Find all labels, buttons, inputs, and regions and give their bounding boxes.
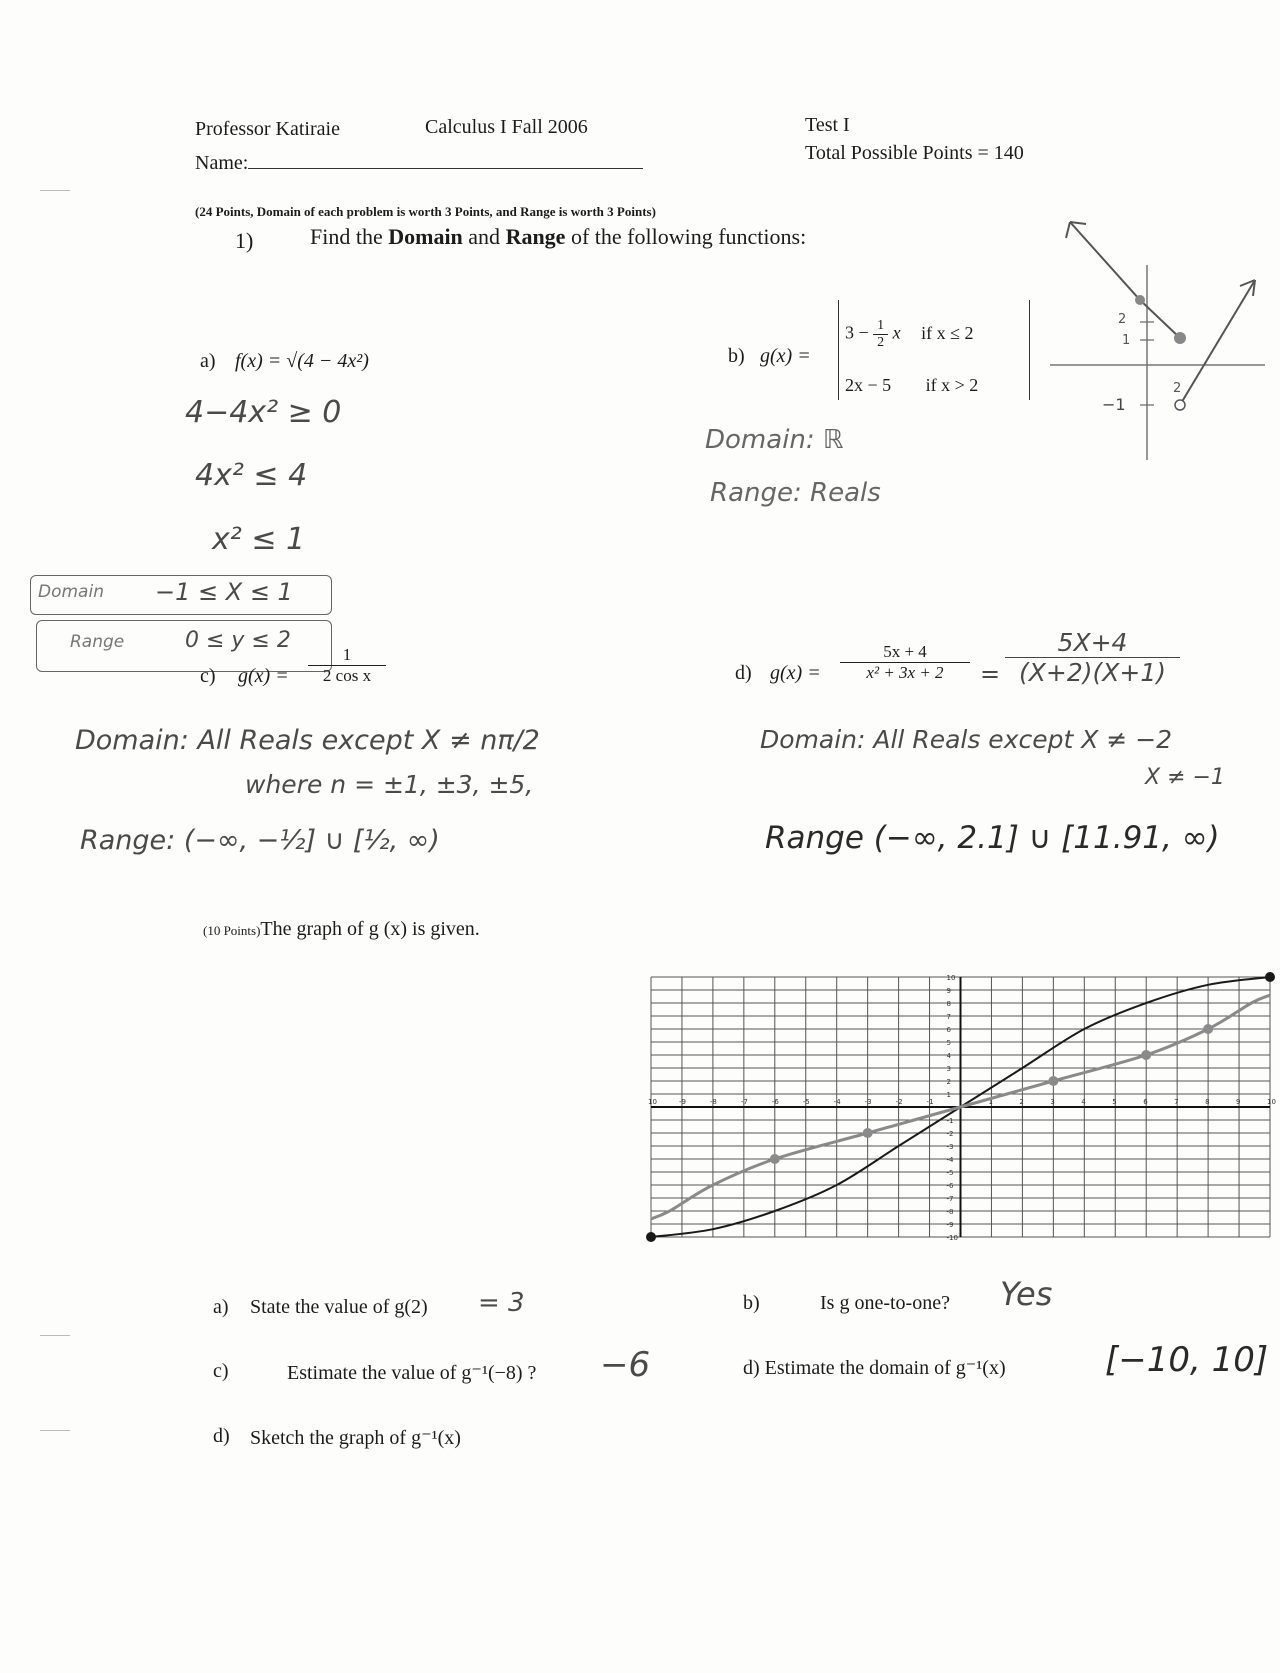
problem2-prompt: [203, 918, 480, 941]
x-tick-label: -3: [864, 1098, 872, 1106]
question-b-label: b): [743, 1292, 760, 1314]
y-tick-label: -1: [946, 1117, 954, 1125]
x-tick-label: 6: [1143, 1098, 1148, 1106]
problem-c-den: 2 cos x: [322, 666, 372, 685]
sketch-label-1: 1: [1122, 333, 1131, 348]
instruction-range: Range: [505, 224, 566, 249]
question-a-answer: = 3: [478, 1288, 525, 1318]
y-tick-label: 6: [946, 1026, 951, 1034]
x-tick-label: 7: [1174, 1098, 1179, 1106]
piece-1-const: 3 −: [845, 322, 869, 343]
problem-d-label: d): [735, 662, 752, 684]
problem1-points-note: (24 Points, Domain of each problem is worth 3 Points, and Range is worth 3 Points): [195, 204, 656, 219]
question-d2-label: d): [213, 1425, 230, 1447]
y-tick-label: 1: [946, 1091, 951, 1099]
x-tick-label: 1: [988, 1098, 993, 1106]
x-tick-label: -5: [802, 1098, 810, 1106]
sketch-point-closed: [1174, 332, 1186, 344]
x-tick-label: -9: [678, 1098, 686, 1106]
problem-b-sketch: [1040, 210, 1270, 470]
y-tick-label: -6: [946, 1182, 954, 1190]
y-tick-label: 10: [946, 974, 956, 982]
professor-name: Professor Katiraie: [195, 118, 340, 140]
y-tick-label: -7: [946, 1195, 954, 1203]
y-tick-label: 4: [946, 1052, 951, 1060]
y-tick-label: -4: [946, 1156, 954, 1164]
problem-c-function-lhs: g(x) =: [238, 665, 289, 687]
instruction-pre: Find the: [310, 224, 389, 249]
sketch-label-2: 2: [1118, 312, 1127, 327]
piece-1: [845, 318, 974, 351]
y-tick-label: 9: [946, 987, 951, 995]
problem-d-factored-den: (X+2)(X+1): [1019, 658, 1166, 687]
x-tick-label: 3: [1050, 1098, 1055, 1106]
x-tick-label: -7: [740, 1098, 748, 1106]
instruction-domain: Domain: [388, 224, 463, 249]
sketch-label-x2: 2: [1173, 381, 1182, 396]
problem-c-range: Range: (−∞, −½] ∪ [½, ∞): [80, 825, 440, 856]
y-tick-label: -3: [946, 1143, 954, 1151]
question-a-label: a): [213, 1296, 229, 1318]
x-tick-label: 8: [1205, 1098, 1210, 1106]
g-inverse-data-point: [770, 1154, 780, 1164]
y-tick-label: -8: [946, 1208, 954, 1216]
problem-b-range: Range: Reals: [710, 478, 881, 508]
y-tick-label: 2: [946, 1078, 951, 1086]
problem-a-work-3: x² ≤ 1: [212, 522, 306, 557]
g-data-point: [646, 1232, 656, 1242]
problem1-instruction: [310, 224, 806, 250]
problem-c-label: c): [200, 665, 216, 687]
sketch-label-m1: −1: [1102, 395, 1126, 414]
question-b-answer: Yes: [1000, 1275, 1053, 1313]
y-tick-label: -9: [946, 1221, 954, 1229]
x-tick-label: 10: [648, 1098, 657, 1106]
x-tick-label: 4: [1081, 1098, 1086, 1106]
problem-a-range-value: 0 ≤ y ≤ 2: [185, 628, 291, 653]
y-tick-label: 5: [946, 1039, 951, 1047]
problem-c-num: 1: [308, 645, 386, 666]
instruction-post: of the following functions:: [565, 224, 807, 249]
piece-2-expr: 2x − 5: [845, 375, 892, 395]
piece-1-var: x: [892, 322, 901, 343]
name-field[interactable]: [195, 150, 643, 175]
x-tick-label: -1: [926, 1098, 934, 1106]
problem-a-label: a): [200, 350, 216, 372]
problem-b-domain: Domain: ℝ: [705, 425, 844, 455]
instruction-and: and: [462, 224, 506, 249]
problem-d-equals: =: [980, 660, 1001, 688]
problem-c-domain-line2: where n = ±1, ±3, ±5,: [245, 770, 534, 799]
sketch-right-branch: [1180, 280, 1255, 405]
question-c-text: Estimate the value of g⁻¹(−8) ?: [287, 1362, 537, 1384]
g-inverse-data-point: [863, 1128, 873, 1138]
x-tick-label: 2: [1019, 1098, 1024, 1106]
test-title: Test I: [805, 114, 850, 136]
piece-1-num: 1: [873, 318, 888, 335]
problem-d-function-lhs: g(x) =: [770, 662, 821, 684]
problem-d-domain-line1: Domain: All Reals except X ≠ −2: [760, 725, 1173, 754]
problem-d-range: Range (−∞, 2.1] ∪ [11.91, ∞): [765, 820, 1220, 856]
problem-d-fraction: [840, 642, 970, 683]
name-line: [248, 150, 643, 169]
question-d-answer: [−10, 10]: [1105, 1340, 1269, 1380]
piece-2: [845, 375, 978, 396]
y-tick-label: -2: [946, 1130, 954, 1138]
name-label: Name:: [195, 152, 249, 174]
x-tick-label: -6: [771, 1098, 779, 1106]
x-tick-label: -8: [709, 1098, 717, 1106]
y-tick-label: 7: [946, 1013, 951, 1021]
problem-b-label: b): [728, 345, 745, 367]
question-b-text: Is g one-to-one?: [820, 1292, 950, 1314]
problem-d-factored-num: 5X+4: [1005, 628, 1180, 658]
total-points: Total Possible Points = 140: [805, 142, 1024, 164]
g-inverse-data-point: [1203, 1024, 1213, 1034]
problem-c-domain-line1: Domain: All Reals except X ≠ nπ/2: [75, 725, 540, 756]
sketch-arrow-left-a: [1066, 222, 1070, 238]
x-tick-label: 9: [1236, 1098, 1241, 1106]
g-inverse-data-point: [1048, 1076, 1058, 1086]
problem-b-function-lhs: g(x) =: [760, 345, 811, 367]
problem-a-work-2: 4x² ≤ 4: [195, 458, 308, 493]
problem2-points: (10 Points): [203, 923, 261, 938]
sketch-point-y-intercept: [1135, 295, 1145, 305]
problem-a-work-1: 4−4x² ≥ 0: [185, 395, 342, 430]
question-d2-text: Sketch the graph of g⁻¹(x): [250, 1427, 461, 1449]
question-c-answer: −6: [600, 1345, 651, 1385]
x-tick-label: -4: [833, 1098, 841, 1106]
problem-d-factored: [1005, 628, 1180, 687]
problem-d-domain-line2: X ≠ −1: [1145, 765, 1225, 790]
piece-1-condition: if x ≤ 2: [921, 322, 974, 343]
y-tick-label: 8: [946, 1000, 951, 1008]
problem-a-domain-label: Domain: [38, 582, 104, 602]
problem1-number: 1): [235, 228, 254, 253]
x-tick-label: -2: [895, 1098, 903, 1106]
g-data-point: [1265, 972, 1275, 982]
piece-2-condition: if x > 2: [925, 375, 979, 395]
question-d-text: d) Estimate the domain of g⁻¹(x): [743, 1357, 1006, 1379]
problem-c-fraction: [308, 645, 386, 686]
sketch-point-open: [1175, 400, 1185, 410]
y-tick-label: -10: [946, 1234, 958, 1242]
problem2-prompt-text: The graph of g (x) is given.: [260, 918, 480, 940]
x-tick-label: 5: [1112, 1098, 1117, 1106]
course-title: Calculus I Fall 2006: [425, 116, 588, 138]
problem-d-num: 5x + 4: [840, 642, 970, 663]
y-tick-label: -5: [946, 1169, 954, 1177]
problem-a-domain-value: −1 ≤ X ≤ 1: [155, 578, 293, 606]
g-graph: [645, 965, 1275, 1245]
y-tick-label: 3: [946, 1065, 951, 1073]
problem-a-function: f(x) = √(4 − 4x²): [235, 350, 369, 372]
piece-1-den: 2: [877, 335, 885, 350]
x-tick-label: 10: [1267, 1098, 1276, 1106]
problem-a-range-label: Range: [70, 632, 125, 652]
problem-d-den: x² + 3x + 2: [866, 663, 944, 682]
question-a-text: State the value of g(2): [250, 1296, 428, 1318]
g-inverse-data-point: [1141, 1050, 1151, 1060]
question-c-label: c): [213, 1360, 229, 1382]
